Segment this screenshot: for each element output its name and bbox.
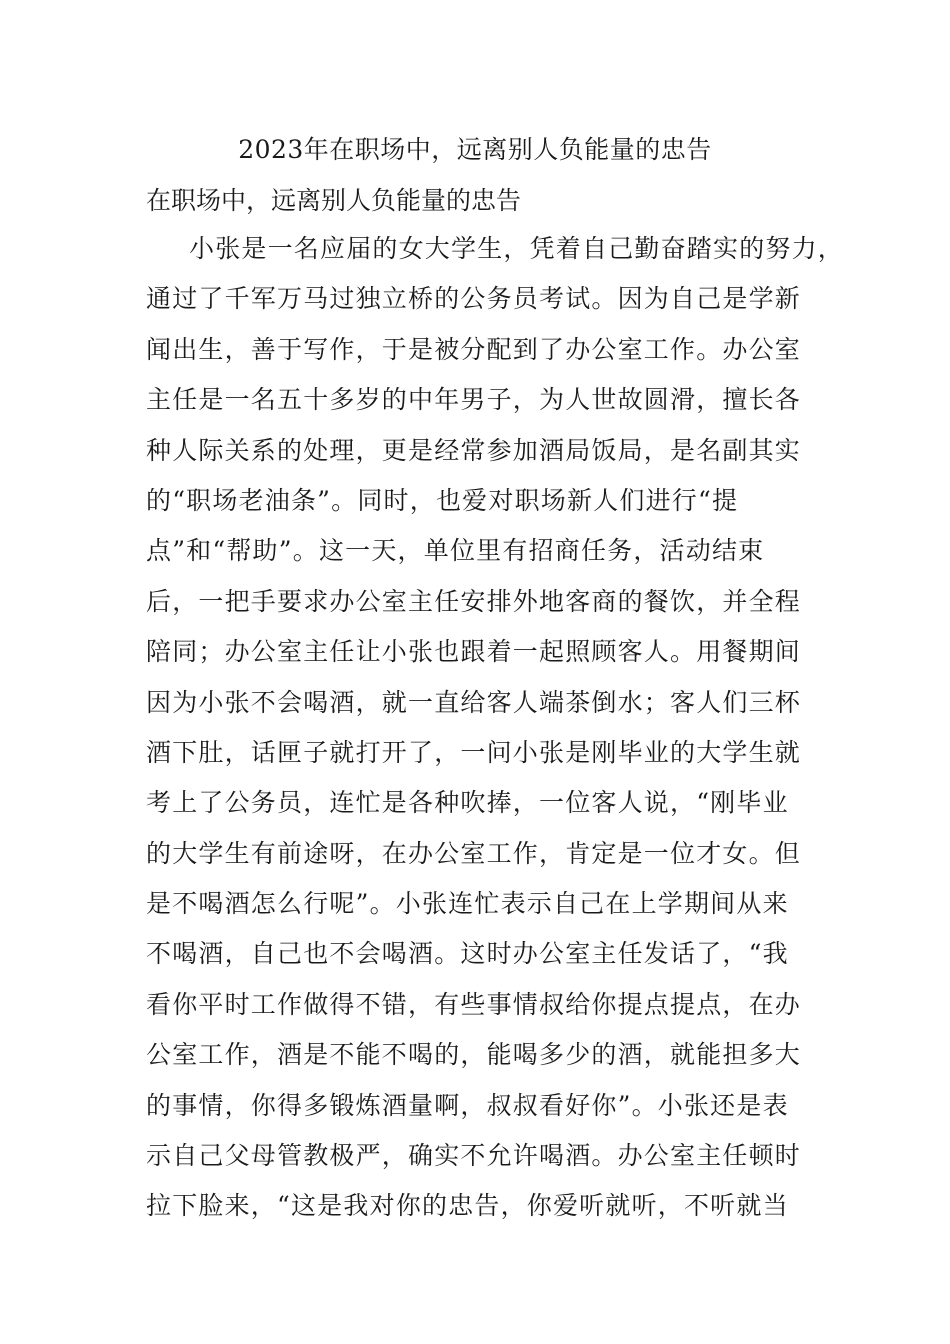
body-line: 的大学生有前途呀，在办公室工作，肯定是一位才女。但 (146, 838, 802, 868)
body-line: 的事情，你得多锻炼酒量啊，叔叔看好你”。小张还是表 (146, 1090, 789, 1120)
body-line: 不喝酒，自己也不会喝酒。这时办公室主任发话了，“我 (146, 939, 789, 969)
body-line: 酒下肚，话匣子就打开了，一问小张是刚毕业的大学生就 (146, 737, 802, 767)
body-line: 的“职场老油条”。同时，也爱对职场新人们进行“提 (146, 485, 739, 515)
body-line: 主任是一名五十多岁的中年男子，为人世故圆滑，擅长各 (146, 385, 802, 415)
body-line: 通过了千军万马过独立桥的公务员考试。因为自己是学新 (146, 284, 802, 314)
body-line: 后，一把手要求办公室主任安排外地客商的餐饮，并全程 (146, 586, 802, 616)
body-line: 点”和“帮助”。这一天，单位里有招商任务，活动结束 (146, 536, 765, 566)
body-line: 种人际关系的处理，更是经常参加酒局饭局，是名副其实 (146, 435, 802, 465)
body-line: 公室工作，酒是不能不喝的，能喝多少的酒，就能担多大 (146, 1040, 802, 1070)
body-line: 因为小张不会喝酒，就一直给客人端茶倒水；客人们三杯 (146, 687, 802, 717)
article-body (146, 229, 845, 1237)
document-subtitle: 在职场中，远离别人负能量的忠告 (146, 186, 522, 215)
body-line: 小张是一名应届的女大学生，凭着自己勤奋踏实的努力， (189, 234, 845, 263)
body-line: 考上了公务员，连忙是各种吹捧，一位客人说，“刚毕业 (146, 788, 789, 818)
body-line: 拉下脸来，“这是我对你的忠告，你爱听就听，不听就当 (146, 1191, 789, 1221)
body-line: 看你平时工作做得不错，有些事情叔给你提点提点，在办 (146, 989, 802, 1019)
document-title: 2023年在职场中，远离别人负能量的忠告 (238, 135, 712, 164)
body-line: 是不喝酒怎么行呢”。小张连忙表示自己在上学期间从来 (146, 889, 789, 919)
body-line: 陪同；办公室主任让小张也跟着一起照顾客人。用餐期间 (146, 637, 802, 667)
body-line: 闻出生，善于写作，于是被分配到了办公室工作。办公室 (146, 334, 802, 364)
body-line: 示自己父母管教极严，确实不允许喝酒。办公室主任顿时 (146, 1141, 802, 1171)
